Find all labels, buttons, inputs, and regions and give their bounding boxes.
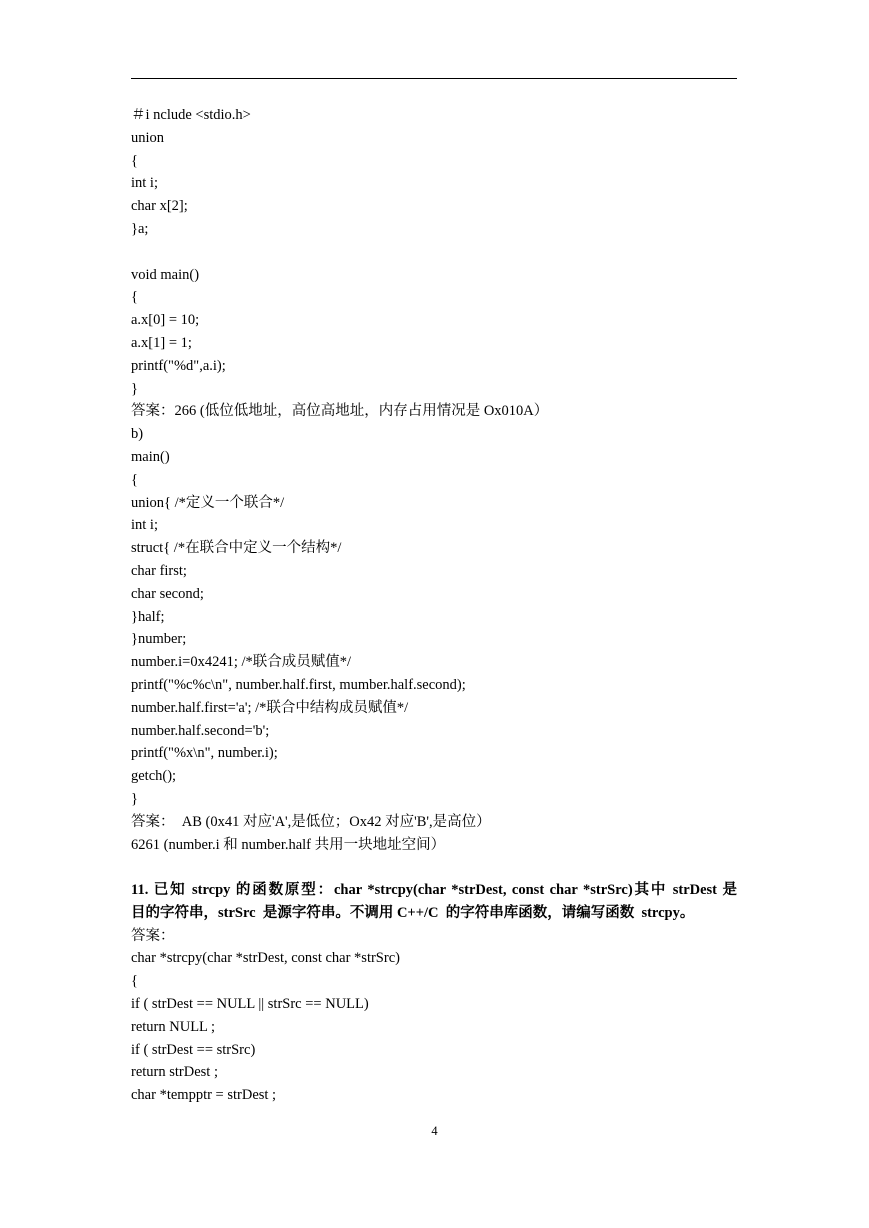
code-line: ＃i nclude <stdio.h> — [131, 107, 251, 123]
code-line: }a; — [131, 220, 149, 237]
code-line: if ( strDest == NULL || strSrc == NULL) — [131, 996, 369, 1013]
code-line: char first; — [131, 562, 187, 579]
header-rule — [131, 78, 737, 79]
code-line: char *strcpy(char *strDest, const char *strSrc) — [131, 950, 400, 967]
answer-label: 答案： — [131, 927, 175, 944]
code-line: number.half.first='a'; /*联合中结构成员赋值*/ — [131, 699, 409, 716]
code-line: { — [131, 152, 138, 169]
answer-line: 答案：266 (低位低地址，高位高地址，内存占用情况是 Ox010A） — [131, 403, 549, 420]
code-line: return NULL ; — [131, 1018, 216, 1035]
code-line: } — [131, 380, 138, 397]
code-line: main() — [131, 448, 170, 465]
code-line: printf("%d",a.i); — [131, 357, 226, 374]
code-line: printf("%x\n", number.i); — [131, 745, 278, 762]
code-line: a.x[0] = 10; — [131, 312, 200, 329]
code-line: union{ /*定义一个联合*/ — [131, 494, 285, 511]
code-line: char x[2]; — [131, 198, 188, 215]
code-line: } — [131, 790, 138, 807]
blank-line — [131, 241, 737, 264]
question-heading-continued: 目的字符串，strSrc 是源字符串。不调用 C++/C 的字符串库函数，请编写函数 strcpy。 — [131, 904, 695, 921]
code-line: int i; — [131, 517, 158, 534]
code-line: if ( strDest == strSrc) — [131, 1041, 256, 1058]
code-line: { — [131, 471, 138, 488]
code-line: number.half.second='b'; — [131, 722, 270, 739]
answer-line: 答案： AB (0x41 对应'A',是低位；Ox42 对应'B',是高位） — [131, 813, 491, 830]
code-line: }half; — [131, 608, 165, 625]
document-body — [131, 104, 737, 1107]
page-number: 4 — [431, 1124, 438, 1138]
code-line: int i; — [131, 175, 158, 192]
code-line: union — [131, 129, 165, 146]
code-line: number.i=0x4241; /*联合成员赋值*/ — [131, 654, 352, 671]
code-line: printf("%c%c\n", number.half.first, mumber.half.second); — [131, 676, 466, 693]
code-line: char second; — [131, 585, 204, 602]
section-label: b) — [131, 426, 144, 443]
code-line: void main() — [131, 266, 200, 283]
blank-line — [131, 856, 737, 879]
answer-line: 6261 (number.i 和 number.half 共用一块地址空间） — [131, 836, 446, 853]
code-line: { — [131, 973, 138, 990]
code-line: { — [131, 289, 138, 306]
code-line: a.x[1] = 1; — [131, 334, 192, 351]
code-line: return strDest ; — [131, 1064, 218, 1081]
code-line: getch(); — [131, 768, 177, 785]
code-line: char *tempptr = strDest ; — [131, 1087, 277, 1104]
code-line: }number; — [131, 631, 187, 648]
code-line: struct{ /*在联合中定义一个结构*/ — [131, 540, 342, 557]
question-heading: 11. 已知 strcpy 的函数原型：char *strcpy(char *strDest, const char *strSrc)其中 strDest 是 — [131, 882, 737, 899]
